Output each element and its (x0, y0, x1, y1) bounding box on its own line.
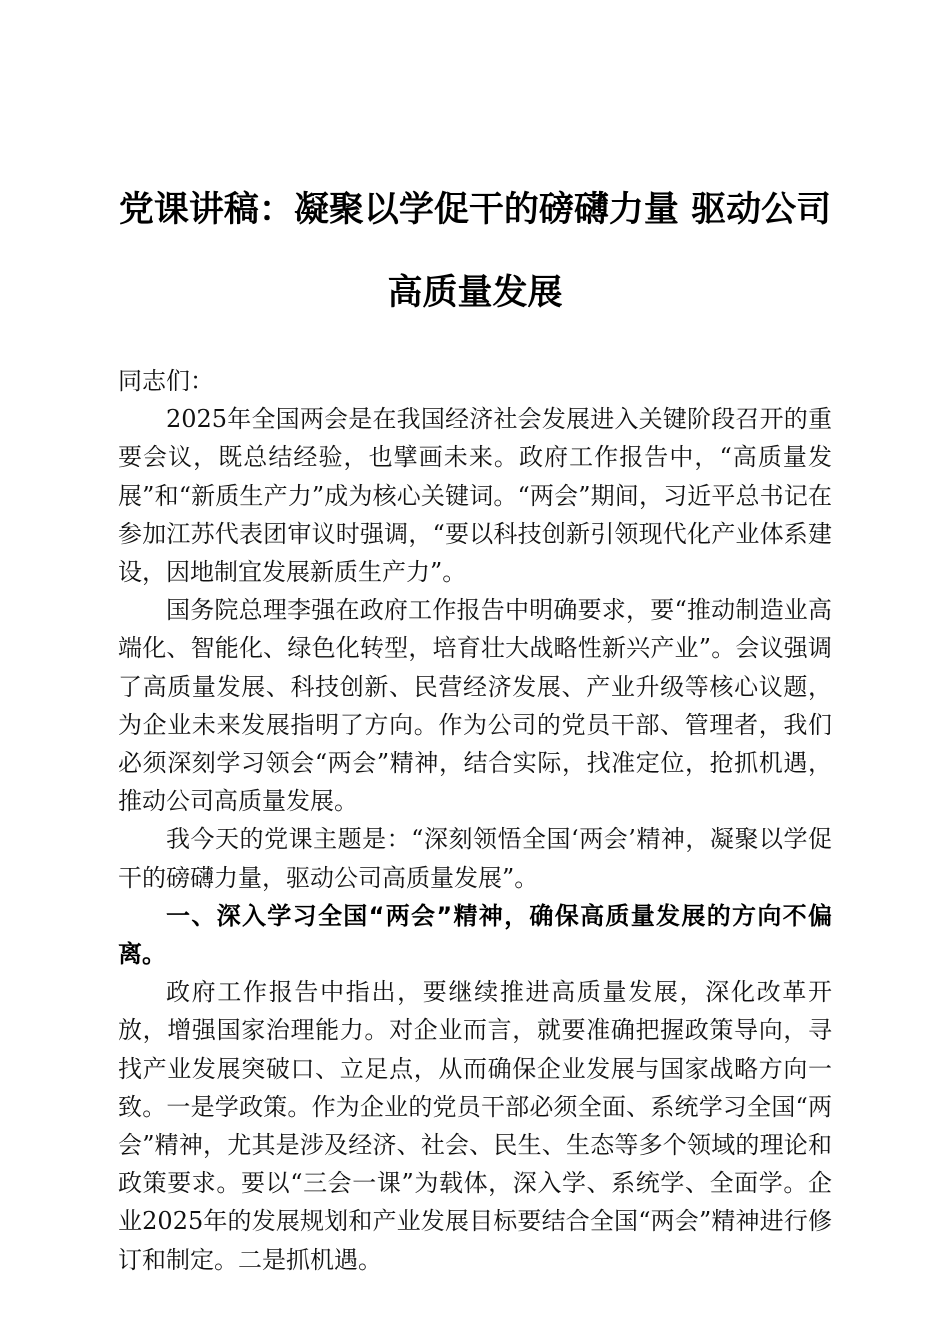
salutation: 同志们： (118, 367, 214, 395)
paragraph-3: 我今天的党课主题是：“深刻领悟全国‘两会’精神，凝聚以学促干的磅礴力量，驱动公司高质量发展”。 (118, 825, 832, 892)
section-heading: 一、深入学习全国“两会”精神，确保高质量发展的方向不偏离。 (118, 901, 832, 969)
paragraph-2: 国务院总理李强在政府工作报告中明确要求，要“推动制造业高端化、智能化、绿色化转型，培育壮大战略性新兴产业”。会议强调了高质量发展、科技创新、民营经济发展、产业升级等核心议题，为企业未来发展指明了方向。作为公司的党员干部、管理者，我们必须深刻学习领会“两会”精神，结合实际，找准定位，抢抓机遇，推动公司高质量发展。 (118, 596, 832, 816)
document-title: 党课讲稿：凝聚以学促干的磅礴力量 驱动公司高质量发展 (118, 189, 832, 313)
paragraph-1: 2025年全国两会是在我国经济社会发展进入关键阶段召开的重要会议，既总结经验，也擘画未来。政府工作报告中，“高质量发展”和“新质生产力”成为核心关键词。“两会”期间，习近平总书记在参加江苏代表团审议时强调，“要以科技创新引领现代化产业体系建设，因地制宜发展新质生产力”。 (118, 405, 832, 587)
section-paragraph: 政府工作报告中指出，要继续推进高质量发展，深化改革开放，增强国家治理能力。对企业而言，就要准确把握政策导向，寻找产业发展突破口、立足点，从而确保企业发展与国家战略方向一致。一是学政策。作为企业的党员干部必须全面、系统学习全国“两会”精神，尤其是涉及经济、社会、民生、生态等多个领域的理论和政策要求。要以“三会一课”为载体，深入学、系统学、全面学。企业2025年的发展规划和产业发展目标要结合全国“两会”精神进行修订和制定。二是抓机遇。 (118, 978, 832, 1274)
document-body (118, 362, 832, 1279)
